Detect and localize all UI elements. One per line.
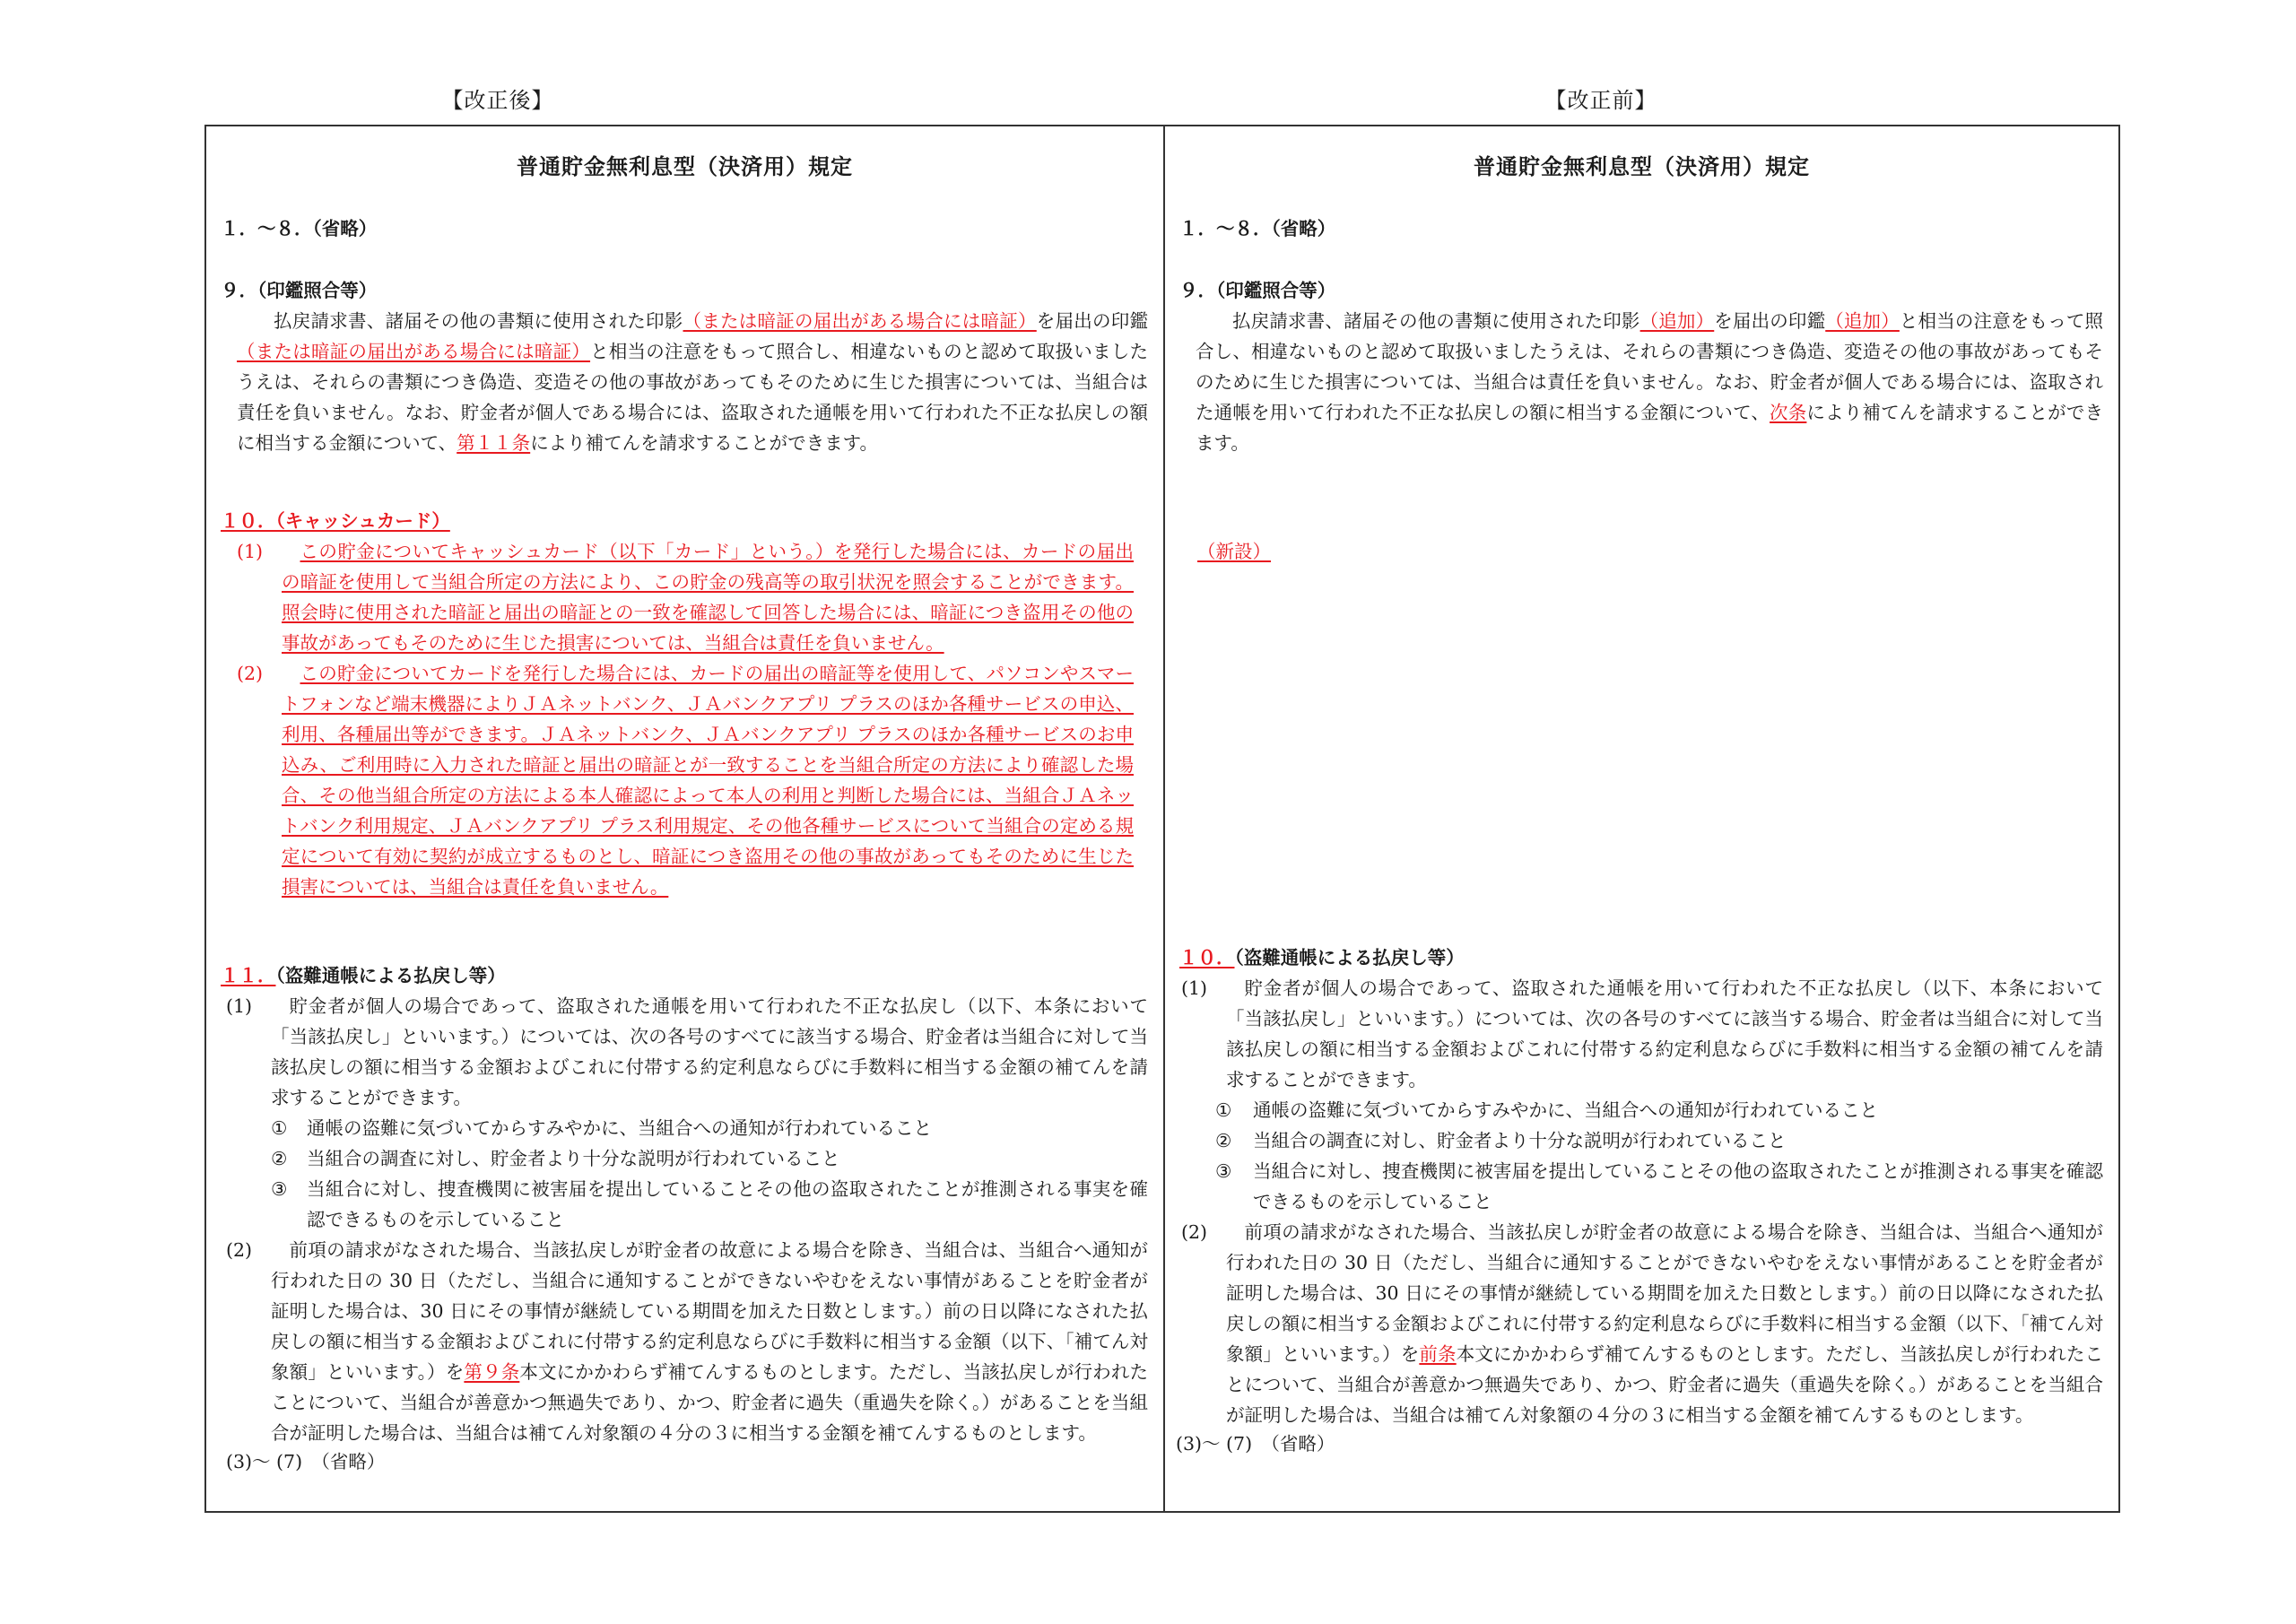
s9-article-ref: 第１１条 [457, 432, 531, 454]
after-column-header: 【改正後】 [441, 88, 554, 113]
before-column-header: 【改正前】 [1544, 88, 1657, 113]
item-1-number: ① [1215, 1099, 1232, 1121]
s9-text-c: を届出の印鑑 [1036, 310, 1148, 332]
s9-added-pin-clause-1: （または暗証の届出がある場合には暗証） [683, 310, 1037, 332]
item-2-number: ② [1215, 1130, 1232, 1151]
s9-text-c: を届出の印鑑 [1714, 310, 1826, 332]
s9-text-e: と相当の注意をもって照合し、相違ないものと認めて取扱いましたうえは、それらの書類につき偽造、変造その他の事故があってもそのために生じた損害については、当組合は責任を負いません。なお、貯金者が個人である場合には、盗取された通帳を用いて行われた不正な払戻しの額に相当する金額について、 [1196, 310, 2104, 423]
after-section-10-paragraph-2 [282, 658, 1134, 902]
after-title: 普通貯金無利息型（決済用）規定 [517, 153, 853, 179]
after-section-11-heading [221, 960, 506, 991]
before-section-10-heading [1179, 942, 1465, 973]
s10-p1-number: (1) [1181, 977, 1208, 999]
s11-title: （盗難通帳による払戻し等） [275, 965, 506, 986]
after-section-9-text [237, 306, 1148, 458]
s9-text-g: により補てんを請求することができます。 [1196, 402, 2104, 454]
before-item-1: 通帳の盗難に気づいてからすみやかに、当組合への通知が行われていること [1253, 1099, 1878, 1121]
s11-number: １１． [221, 965, 276, 986]
item-3-number: ③ [1215, 1160, 1232, 1182]
item-1-number: ① [271, 1117, 288, 1139]
s10-number: １０． [1179, 947, 1235, 968]
after-item-2: 当組合の調査に対し、貯金者より十分な説明が行われていること [307, 1148, 840, 1169]
s11-p2-number: (2) [226, 1239, 253, 1261]
p2-text-b: 本文にかかわらず補てんするものとします。ただし、当該払戻しが行われたことについて、当組合が善意かつ無過失であり、かつ、貯金者に過失（重過失を除く。）があることを当組合が証明した場合は、当組合は補てん対象額の４分の３に相当する金額を補てんするものとします。 [271, 1361, 1149, 1444]
s9-added-placeholder-1: （追加） [1639, 310, 1715, 332]
item-3-number: ③ [271, 1178, 288, 1200]
after-s11-paragraph-2 [271, 1235, 1148, 1448]
s10-p2-text: この貯金についてカードを発行した場合には、カードの届出の暗証等を使用して、パソコンやスマートフォンなど端末機器によりＪＡネットバンク、ＪＡバンクアプリ プラスのほか各種サービスの申込、利用、各種届出等ができます。ＪＡネットバンク、ＪＡバンクアプリ プラスのほか各種サービスのお申込み、ご利用時に入力された暗証と届出の暗証とが一致することを当組合所定の方法により確認した場合、その他当組合所定の方法による本人確認によって本人の利用と判断した場合には、当組合ＪＡネットバンク利用規定、ＪＡバンクアプリ プラス利用規定、その他各種サービスについて当組合の定める規定について有効に契約が成立するものとし、暗証につき盗用その他の事故があってもそのために生じた損害については、当組合は責任を負いません。 [282, 663, 1134, 898]
s9-added-placeholder-2: （追加） [1825, 310, 1900, 332]
column-divider [1163, 125, 1165, 1513]
s10-p2-number: (2) [237, 663, 264, 684]
after-omit-1-8: １．～８．（省略） [221, 218, 378, 239]
s9-text-e: と相当の注意をもって照合し、相違ないものと認めて取扱いましたうえは、それらの書類につき偽造、変造その他の事故があってもそのために生じた損害については、当組合は責任を負いません。なお、貯金者が個人である場合には、盗取された通帳を用いて行われた不正な払戻しの額に相当する金額について、 [237, 341, 1149, 454]
s9-text-g: により補てんを請求することができます。 [530, 432, 879, 454]
after-s11-paragraph-1: 貯金者が個人の場合であって、盗取された通帳を用いて行われた不正な払戻し（以下、本条において「当該払戻し」といいます。）については、次の各号のすべてに該当する場合、貯金者は当組合に対して当該払戻しの額に相当する金額およびこれに付帯する約定利息ならびに手数料に相当する金額の補てんを請求することができます。 [271, 995, 1148, 1108]
s11-p1-number: (1) [226, 995, 253, 1017]
before-omit-3-7: (3)～ (7) （省略） [1176, 1433, 1335, 1455]
p2-article-ref: 第９条 [464, 1361, 520, 1383]
before-item-3: 当組合に対し、捜査機関に被害届を提出していることその他の盗取されたことが推測される事実を確認できるものを示していること [1253, 1160, 2103, 1212]
p2-text-a: 前項の請求がなされた場合、当該払戻しが貯金者の故意による場合を除き、当組合は、当組合へ通知が行われた日の 30 日（ただし、当組合に通知することができないやむをえない事情があることを貯金者が証明した場合は、30 日にその事情が継続している期間を加えた日数とします。）前の日以降になされた払戻しの額に相当する金額およびこれに付帯する約定利息ならびに手数料に相当する金額（以下、「補てん対象額」といいます。）を [1226, 1221, 2103, 1365]
after-section-10-paragraph-1 [282, 536, 1134, 658]
p2-text-b: 本文にかかわらず補てんするものとします。ただし、当該払戻しが行われたことについて、当組合が善意かつ無過失であり、かつ、貯金者に過失（重過失を除く。）があることを当組合が証明した場合は、当組合は補てん対象額の４分の３に相当する金額を補てんするものとします。 [1226, 1343, 2104, 1426]
before-s10-paragraph-1: 貯金者が個人の場合であって、盗取された通帳を用いて行われた不正な払戻し（以下、本条において「当該払戻し」といいます。）については、次の各号のすべてに該当する場合、貯金者は当組合に対して当該払戻しの額に相当する金額およびこれに付帯する約定利息ならびに手数料に相当する金額の補てんを請求することができます。 [1226, 977, 2103, 1090]
s9-article-ref: 次条 [1770, 402, 1807, 423]
s9-text-a: 払戻請求書、諸届その他の書類に使用された印影 [274, 310, 683, 332]
before-s10-paragraph-2 [1226, 1217, 2103, 1430]
after-item-1: 通帳の盗難に気づいてからすみやかに、当組合への通知が行われていること [307, 1117, 932, 1139]
after-section-10-heading: １０．（キャッシュカード） [221, 510, 450, 532]
s10-title: （盗難通帳による払戻し等） [1234, 947, 1465, 968]
s9-text-a: 払戻請求書、諸届その他の書類に使用された印影 [1232, 310, 1640, 332]
item-2-number: ② [271, 1148, 288, 1169]
new-section-label: （新設） [1197, 541, 1271, 562]
s9-added-pin-clause-2: （または暗証の届出がある場合には暗証） [237, 341, 591, 362]
s10-p2-number: (2) [1181, 1221, 1208, 1243]
before-omit-1-8: １．～８．（省略） [1179, 218, 1336, 239]
before-item-2: 当組合の調査に対し、貯金者より十分な説明が行われていること [1253, 1130, 1787, 1151]
p2-article-ref: 前条 [1419, 1343, 1457, 1365]
after-section-9-heading: ９．（印鑑照合等） [221, 280, 378, 301]
after-item-3: 当組合に対し、捜査機関に被害届を提出していることその他の盗取されたことが推測される事実を確認できるものを示していること [307, 1178, 1148, 1230]
before-section-9-heading: ９．（印鑑照合等） [1179, 280, 1336, 301]
after-omit-3-7: (3)～ (7) （省略） [226, 1451, 386, 1472]
s10-p1-number: (1) [237, 541, 264, 562]
before-section-9-text [1196, 306, 2103, 458]
p2-text-a: 前項の請求がなされた場合、当該払戻しが貯金者の故意による場合を除き、当組合は、当組合へ通知が行われた日の 30 日（ただし、当組合に通知することができないやむをえない事情があることを貯金者が証明した場合は、30 日にその事情が継続している期間を加えた日数とします。）前の日以降になされた払戻しの額に相当する金額およびこれに付帯する約定利息ならびに手数料に相当する金額（以下、「補てん対象額」といいます。）を [271, 1239, 1148, 1383]
before-title: 普通貯金無利息型（決済用）規定 [1474, 153, 1810, 179]
s10-p1-text: この貯金についてキャッシュカード（以下「カード」という。）を発行した場合には、カードの届出の暗証を使用して当組合所定の方法により、この貯金の残高等の取引状況を照会することができます。照会時に使用された暗証と届出の暗証との一致を確認して回答した場合には、暗証につき盗用その他の事故があってもそのために生じた損害については、当組合は責任を負いません。 [282, 541, 1134, 654]
